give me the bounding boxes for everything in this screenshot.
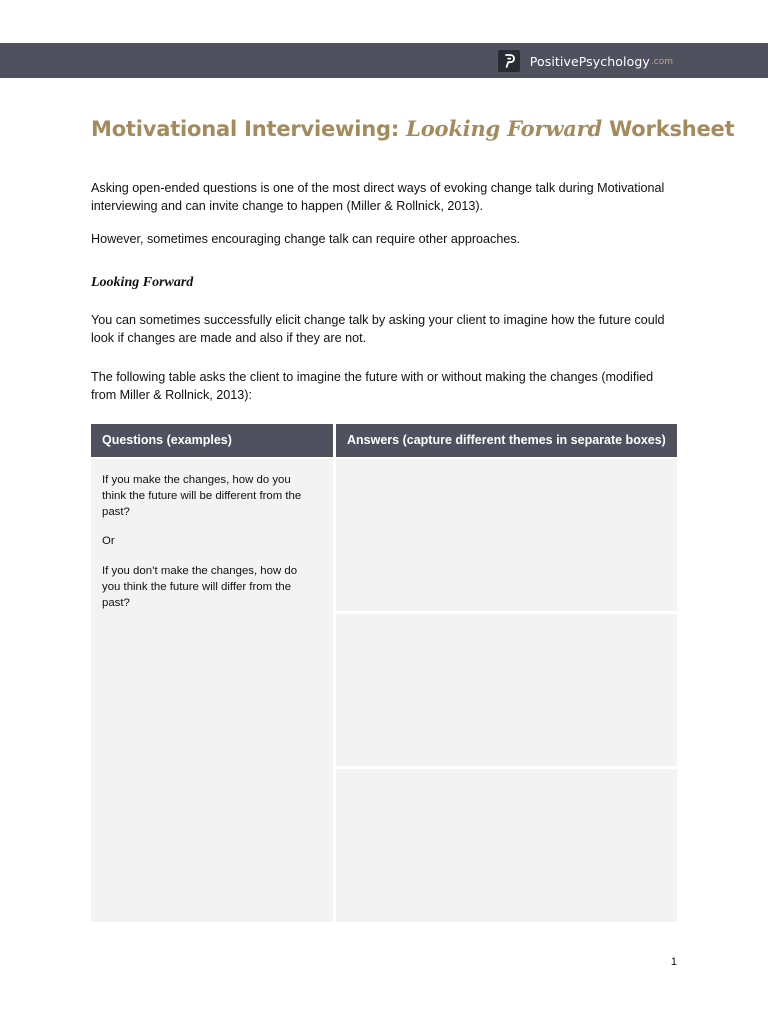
page-title (91, 116, 734, 141)
questions-cell (91, 459, 333, 922)
table-header-questions: Questions (examples) (91, 424, 333, 457)
intro-paragraph-1: Asking open-ended questions is one of the most direct ways of evoking change talk during Motivational interviewing and can invite change to happen (Miller & Rollnick, 2013). (91, 181, 665, 213)
section-heading: Looking Forward (91, 275, 194, 290)
title-part-2-italic: Looking Forward (406, 116, 602, 141)
header-bar (0, 43, 768, 78)
title-part-3: Worksheet (601, 117, 735, 141)
brand-name: PositivePsychology (529, 53, 650, 69)
brand-tld: .com (650, 57, 673, 67)
title-part-1: Motivational Interviewing: (91, 117, 407, 141)
question-separator: Or (102, 535, 115, 547)
question-2: If you don’t make the changes, how do you think the future will differ from the past? (102, 565, 298, 609)
p-logo-glyph (502, 53, 516, 69)
brand (498, 50, 673, 72)
question-1: If you make the changes, how do you think the future will be different from the past? (102, 474, 302, 518)
answer-box-2[interactable] (336, 614, 677, 766)
answer-box-3[interactable] (336, 769, 677, 922)
intro-paragraph-2: However, sometimes encouraging change talk can require other approaches. (91, 232, 521, 246)
page-number: 1 (670, 956, 677, 968)
answer-box-1[interactable] (336, 459, 677, 611)
table-header-answers: Answers (capture different themes in separate boxes) (336, 424, 677, 457)
positive-psychology-p-logo-icon (498, 50, 520, 72)
section-paragraph-1: You can sometimes successfully elicit change talk by asking your client to imagine how the future could look if changes are made and also if they are not. (91, 313, 665, 345)
section-paragraph-2: The following table asks the client to imagine the future with or without making the changes (modified from Miller & Rollnick, 2013): (91, 370, 654, 402)
